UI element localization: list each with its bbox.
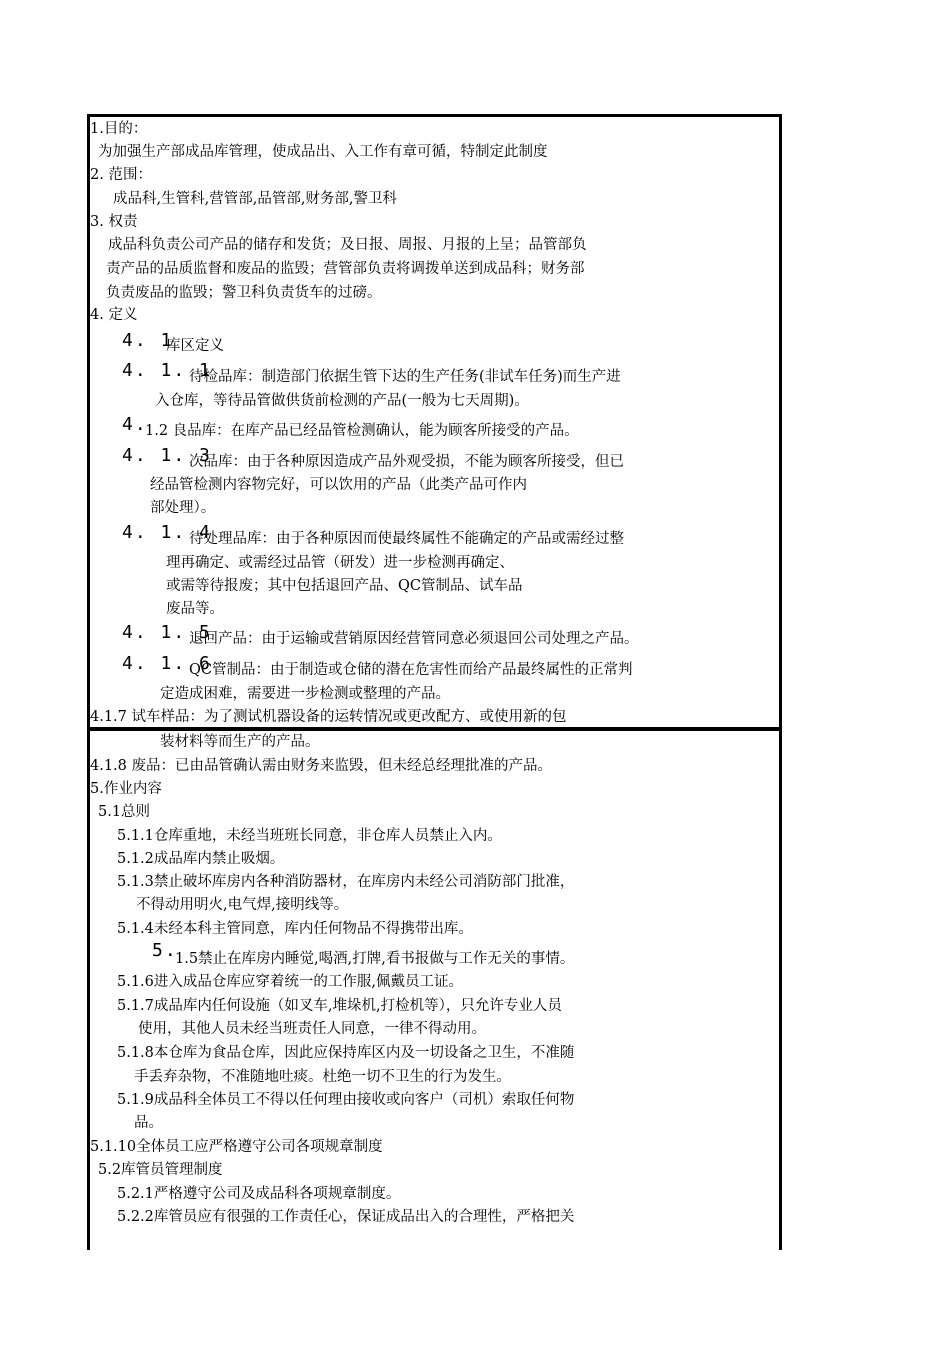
- frame-edge-line: [780, 116, 781, 1227]
- section-1-title: 1.目的：: [90, 121, 148, 137]
- item-4-1-1-line-1: 待检品库：制造部门依据生管下达的生产任务(非试车任务)而生产进: [189, 369, 621, 385]
- rule-5-1-2: 5.1.2成品库内禁止吸烟。: [117, 851, 285, 867]
- item-4-1-3-line-1: 次品库：由于各种原因造成产品外观受损，不能为顾客所接受，但已: [189, 454, 624, 470]
- item-4-1-6-line-2: 定造成困难，需要进一步检测或整理的产品。: [160, 686, 450, 702]
- section-3-line-1: 成品科负责公司产品的储存和发货；及日报、周报、月报的上呈；品管部负: [108, 237, 587, 253]
- section-2-body: 成品科,生管科,营管部,品管部,财务部,警卫科: [113, 191, 398, 207]
- section-3-title: 3. 权责: [90, 214, 138, 230]
- section-5-title: 5.作业内容: [90, 781, 162, 797]
- item-4-1-8-text: 4.1.8 废品：已由品管确认需由财务来监毁，但未经总经理批准的产品。: [90, 758, 553, 774]
- item-4-1-4-line-1: 待处理品库：由于各种原因而使最终属性不能确定的产品或需经过整: [189, 531, 624, 547]
- item-4-1-6-number: 4. 1. 6: [122, 653, 212, 674]
- section-5-2-title: 5.2库管员管理制度: [98, 1162, 223, 1178]
- section-1-body: 为加强生产部成品库管理，使成品出、入工作有章可循，特制定此制度: [98, 144, 548, 160]
- item-4-1-7-line-1: 4.1.7 试车样品：为了测试机器设备的运转情况或更改配方、或使用新的包: [90, 709, 567, 725]
- item-4-1-5-text: 退回产品：由于运输或营销原因经营管同意必须退回公司处理之产品。: [189, 631, 639, 647]
- item-4-1-1-line-2: 入仓库，等待品管做供货前检测的产品(一般为七天周期)。: [155, 393, 529, 409]
- item-4-1-5-number: 4. 1. 5: [122, 622, 212, 643]
- item-4-1-2-text: 1.2 良品库：在库产品已经品管检测确认，能为顾客所接受的产品。: [145, 423, 579, 439]
- item-4-1-4-number: 4. 1. 4: [122, 522, 212, 543]
- rule-5-1-8-line-2: 手丢弃杂物，不准随地吐痰。杜绝一切不卫生的行为发生。: [134, 1069, 511, 1085]
- rule-5-1-4: 5.1.4未经本科主管同意，库内任何物品不得携带出库。: [117, 921, 473, 937]
- rule-5-1-7-line-2: 使用，其他人员未经当班责任人同意，一律不得动用。: [138, 1021, 486, 1037]
- rule-5-1-5: 1.5禁止在库房内睡觉,喝酒,打牌,看书报做与工作无关的事情。: [175, 951, 575, 967]
- rule-5-2-1: 5.2.1严格遵守公司及成品科各项规章制度。: [117, 1186, 401, 1202]
- rule-5-1-3-line-2: 不得动用明火,电气焊,接明线等。: [136, 897, 349, 913]
- item-4-1-4-line-4: 废品等。: [166, 601, 224, 617]
- rule-5-1-1: 5.1.1仓库重地，未经当班班长同意，非仓库人员禁止入内。: [117, 828, 502, 844]
- rule-5-1-8-line-1: 5.1.8本仓库为食品仓库，因此应保持库区内及一切设备之卫生，不准随: [117, 1045, 575, 1061]
- item-4-1-4-line-3: 或需等待报废；其中包括退回产品、QC管制品、试车品: [166, 578, 523, 594]
- rule-5-1-3-line-1: 5.1.3禁止破坏库房内各种消防器材，在库房内未经公司消防部门批准，: [117, 874, 575, 890]
- section-4-title: 4. 定义: [90, 307, 138, 323]
- section-5-1-title: 5.1总则: [98, 804, 151, 820]
- rule-5-2-2: 5.2.2库管员应有很强的工作责任心，保证成品出入的合理性，严格把关: [117, 1209, 575, 1225]
- rule-5-1-7-line-1: 5.1.7成品库内任何设施（如叉车,堆垛机,打检机等），只允许专业人员: [117, 998, 562, 1014]
- rule-5-1-10: 5.1.10全体员工应严格遵守公司各项规章制度: [90, 1139, 383, 1155]
- item-4-1-2-number: 4.: [122, 414, 148, 435]
- section-2-title: 2. 范围：: [90, 167, 152, 183]
- item-4-1-1-number: 4. 1. 1: [122, 360, 212, 381]
- item-4-1-text: 库区定义: [166, 338, 224, 354]
- rule-5-1-5-number: 5.: [152, 940, 178, 961]
- item-4-1-7-line-2: 装材料等而生产的产品。: [160, 734, 320, 750]
- item-4-1-3-line-2: 经品管检测内容物完好，可以饮用的产品（此类产品可作内: [150, 477, 527, 493]
- rule-5-1-9-line-1: 5.1.9成品科全体员工不得以任何理由接收或向客户（司机）索取任何物: [117, 1092, 575, 1108]
- rule-5-1-9-line-2: 品。: [134, 1115, 163, 1131]
- rule-5-1-6: 5.1.6进入成品仓库应穿着统一的工作服,佩戴员工证。: [117, 974, 464, 990]
- section-3-line-3: 负责废品的监毁；警卫科负责货车的过磅。: [106, 285, 382, 301]
- item-4-1-6-line-1: QC管制品：由于制造或仓储的潜在危害性而给产品最终属性的正常判: [189, 662, 633, 678]
- item-4-1-number: 4. 1: [122, 330, 174, 351]
- item-4-1-3-number: 4. 1. 3: [122, 445, 212, 466]
- item-4-1-3-line-3: 部处理）。: [150, 500, 216, 516]
- item-4-1-4-line-2: 理再确定、或需经过品管（研发）进一步检测再确定、: [166, 555, 514, 571]
- section-3-line-2: 责产品的品质监督和废品的监毁；营管部负责将调拨单送到成品科；财务部: [106, 261, 585, 277]
